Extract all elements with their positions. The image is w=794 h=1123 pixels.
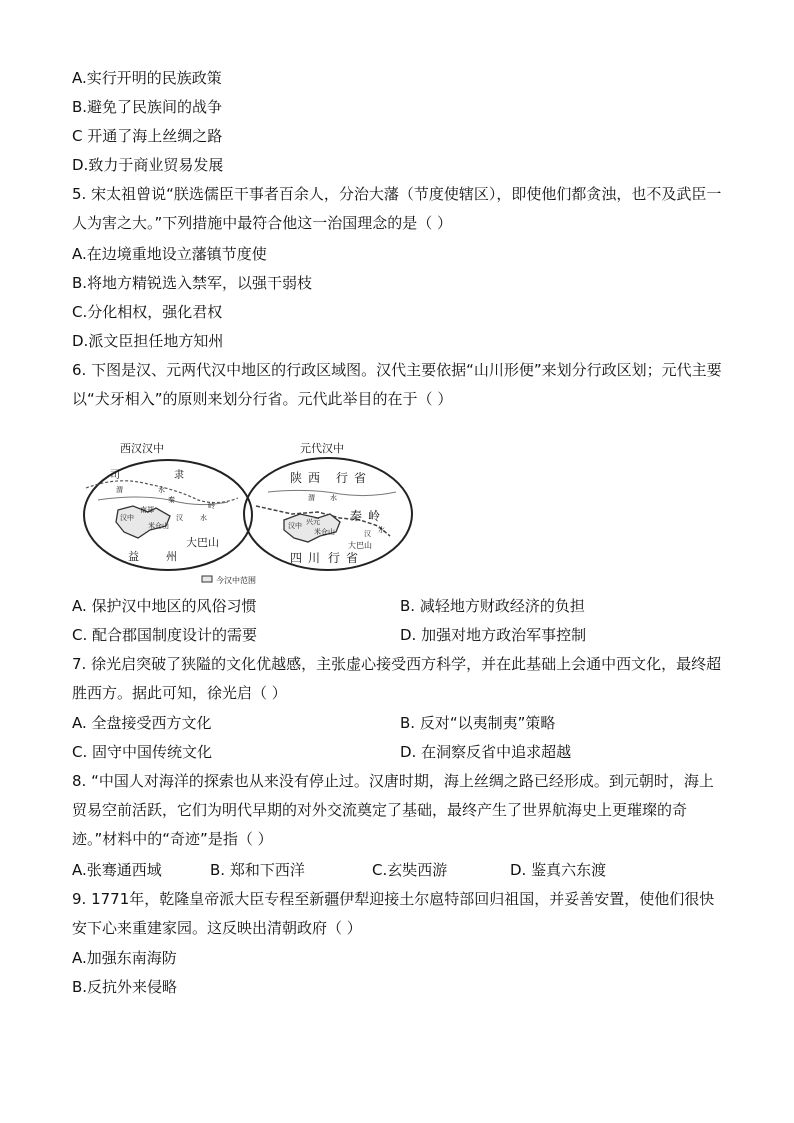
left-label-4: 秦 — [168, 496, 175, 504]
right-label-17: 省 — [346, 551, 359, 565]
left-map-title: 西汉汉中 — [120, 442, 164, 455]
left-label-5: 岭 — [208, 502, 215, 510]
hanzhong-maps-figure — [78, 428, 418, 593]
right-label-2: 行 — [336, 471, 349, 485]
q8-option-c: C.玄奘西游 — [372, 861, 448, 879]
right-label-10: 米仓山 — [314, 528, 335, 536]
right-label-7: 汉中 — [288, 522, 302, 530]
q8-option-d: D. 鉴真六东渡 — [510, 861, 607, 879]
q5-stem: 5. 宋太祖曾说“朕选儒臣干事者百余人，分治大藩（节度使辖区），即使他们都贪浊，也不及武臣一人为害之大。”下列措施中最符合他这一治国理念的是（ ） — [72, 185, 722, 232]
right-label-9: 岭 — [368, 509, 381, 523]
q5-option-b: B.将地方精锐选入禁军，以强干弱枝 — [72, 274, 313, 292]
left-label-6: 南郑 — [140, 506, 154, 514]
left-label-1: 隶 — [174, 470, 184, 481]
q6-option-a: A. 保护汉中地区的风俗习惯 — [72, 597, 257, 615]
left-label-10: 米仓山 — [148, 522, 169, 530]
q8-option-a: A.张骞通西域 — [72, 861, 162, 879]
right-label-3: 省 — [354, 471, 367, 485]
q7-option-a: A. 全盘接受西方文化 — [72, 714, 212, 732]
left-label-7: 汉中 — [120, 514, 134, 522]
q7-option-c: C. 固守中国传统文化 — [72, 743, 213, 761]
right-label-5: 水 — [330, 494, 337, 502]
right-label-14: 四 — [290, 551, 303, 565]
legend-swatch — [202, 576, 212, 582]
right-label-6: 兴元 — [306, 518, 320, 526]
q6-option-b: B. 减轻地方财政经济的负担 — [400, 597, 585, 615]
left-label-8: 汉 — [176, 514, 183, 522]
q5-option-c: C.分化相权，强化君权 — [72, 303, 223, 321]
left-label-3: 水 — [158, 486, 165, 494]
q6-stem: 6. 下图是汉、元两代汉中地区的行政区域图。汉代主要依据“山川形便”来划分行政区划；元代主要以“犬牙相入”的原则来划分行省。元代此举目的在于（ ） — [72, 361, 722, 408]
right-label-1: 西 — [308, 471, 321, 485]
left-label-0: 司 — [110, 470, 120, 481]
left-label-11: 大巴山 — [186, 536, 219, 549]
q8-option-b: B. 郑和下西洋 — [210, 861, 305, 879]
q4-option-c: C 开通了海上丝绸之路 — [72, 127, 223, 145]
legend-label: 今汉中范围 — [216, 576, 256, 585]
right-label-4: 渭 — [308, 494, 315, 502]
q5-option-a: A.在边境重地设立藩镇节度使 — [72, 245, 267, 263]
q4-option-a: A.实行开明的民族政策 — [72, 69, 222, 87]
left-label-12: 益 — [128, 550, 139, 563]
left-label-2: 渭 — [116, 486, 123, 494]
q9-stem: 9. 1771年，乾隆皇帝派大臣专程至新疆伊犁迎接土尔扈特部回归祖国，并妥善安置，使他们很快安下心来重建家园。这反映出清朝政府（ ） — [72, 890, 715, 937]
q5-option-d: D.派文臣担任地方知州 — [72, 332, 224, 350]
q9-option-b: B.反抗外来侵略 — [72, 978, 178, 996]
q4-option-b: B.避免了民族间的战争 — [72, 98, 223, 116]
right-label-15: 川 — [308, 551, 321, 565]
right-label-12: 汉 — [364, 530, 371, 538]
q4-option-d: D.致力于商业贸易发展 — [72, 156, 224, 174]
right-label-0: 陕 — [290, 471, 303, 485]
q7-stem: 7. 徐光启突破了狭隘的文化优越感，主张虚心接受西方科学，并在此基础上会通中西文化，最终超胜西方。据此可知，徐光启（ ） — [72, 655, 722, 702]
q9-option-a: A.加强东南海防 — [72, 949, 177, 967]
left-label-13: 州 — [166, 550, 177, 563]
right-label-13: 水 — [378, 526, 385, 534]
right-map-title: 元代汉中 — [300, 442, 344, 455]
q6-option-c: C. 配合郡国制度设计的需要 — [72, 626, 258, 644]
right-label-16: 行 — [328, 551, 341, 565]
left-label-9: 水 — [200, 514, 207, 522]
q8-stem: 8. “中国人对海洋的探索也从来没有停止过。汉唐时期，海上丝绸之路已经形成。到元朝时，海上贸易空前活跃，它们为明代早期的对外交流奠定了基础，最终产生了世界航海史上更璀璨的奇迹。”材料中的“奇迹”是指（ ） — [72, 772, 714, 848]
q7-option-b: B. 反对“以夷制夷”策略 — [400, 714, 556, 732]
q7-option-d: D. 在洞察反省中追求超越 — [400, 743, 572, 761]
right-label-8: 秦 — [350, 509, 363, 523]
q6-option-d: D. 加强对地方政治军事控制 — [400, 626, 587, 644]
right-label-11: 大巴山 — [348, 541, 372, 550]
